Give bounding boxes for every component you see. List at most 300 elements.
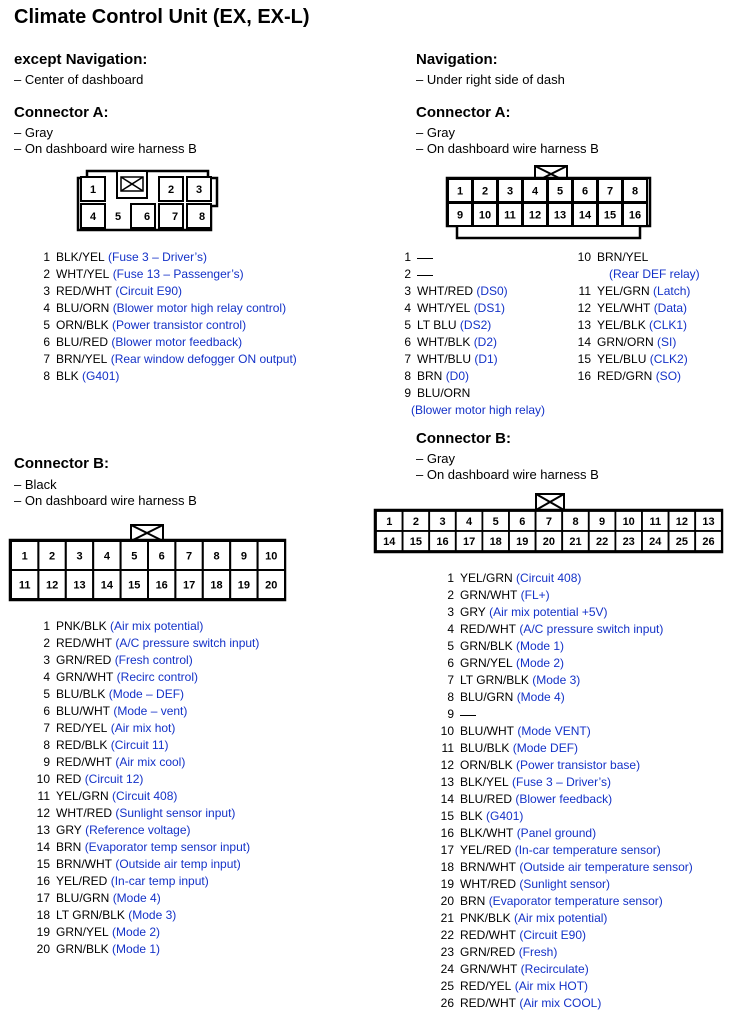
pin-label: 15 — [128, 579, 141, 592]
pin-label: 3 — [439, 516, 446, 528]
pin-entry — [438, 689, 693, 706]
pin-label: 8 — [213, 550, 220, 563]
pin-entry — [30, 351, 297, 368]
connector-b-location-right: – On dashboard wire harness B — [416, 467, 599, 482]
pin-label: 2 — [412, 516, 419, 528]
pin-number: 7 — [43, 721, 50, 735]
connector-a-pin-list-left — [30, 249, 297, 385]
pin-entry — [30, 669, 259, 686]
pin-number: 20 — [440, 894, 454, 908]
pin-entry — [573, 317, 700, 334]
pin-number: 8 — [447, 690, 454, 704]
pin-entry — [438, 570, 693, 587]
unused-pin-dash — [460, 715, 476, 716]
pin-function: (Blower feedback) — [515, 792, 613, 806]
wire-color: BRN — [56, 840, 82, 854]
pin-number: 16 — [36, 874, 50, 888]
pin-entry — [30, 368, 297, 385]
pin-number: 5 — [404, 318, 411, 332]
connector-b-diagram-left — [8, 522, 288, 602]
pin-number: 9 — [43, 755, 50, 769]
connector-b-diagram-right — [372, 492, 726, 554]
pin-number: 24 — [440, 962, 454, 976]
pin-label: 5 — [492, 516, 499, 528]
pin-label: 7 — [186, 550, 193, 563]
pin-label: 4 — [531, 185, 539, 198]
wire-color: BLU/BLK — [460, 741, 510, 755]
pin-label: 24 — [649, 536, 662, 548]
pin-label: 3 — [195, 184, 203, 196]
pin-number: 17 — [440, 843, 454, 857]
pin-number: 10 — [577, 250, 591, 264]
connector-b-heading-right: Connector B: — [416, 430, 511, 447]
pin-function: (Mode 4) — [112, 891, 161, 905]
pin-number: 11 — [578, 284, 591, 298]
wire-color: GRN/YEL — [56, 925, 109, 939]
pin-entry — [438, 774, 693, 791]
wire-color: YEL/WHT — [597, 301, 651, 315]
wire-color: RED/WHT — [460, 928, 516, 942]
pin-number: 10 — [440, 724, 454, 738]
wire-color: BLU/RED — [56, 335, 109, 349]
pin-label: 10 — [622, 516, 635, 528]
pin-number: 7 — [447, 673, 454, 687]
pin-number: 4 — [43, 301, 50, 315]
connector-b-location-left: – On dashboard wire harness B — [14, 493, 197, 508]
pin-entry — [30, 703, 259, 720]
pin-function: (Mode VENT) — [517, 724, 591, 738]
wire-color: RED/WHT — [56, 755, 112, 769]
pin-entry — [438, 791, 693, 808]
pin-entry — [573, 334, 700, 351]
wire-color: GRN/BLK — [56, 942, 109, 956]
pin-function: (Reference voltage) — [85, 823, 191, 837]
pin-entry — [438, 927, 693, 944]
wire-color: YEL/RED — [56, 874, 108, 888]
wire-color: LT GRN/BLK — [56, 908, 125, 922]
wire-color: WHT/BLK — [417, 335, 471, 349]
pin-function: (CLK2) — [649, 352, 688, 366]
wire-color: BLU/RED — [460, 792, 513, 806]
pin-function: (D1) — [474, 352, 498, 366]
wire-color: BRN/WHT — [460, 860, 516, 874]
wire-color: BRN — [460, 894, 486, 908]
pin-number: 1 — [43, 619, 50, 633]
pin-entry — [398, 317, 545, 334]
pin-function: (Circuit 12) — [84, 772, 144, 786]
wire-color: RED/BLK — [56, 738, 108, 752]
pin-number: 4 — [43, 670, 50, 684]
wire-color: GRN/RED — [460, 945, 516, 959]
variant-heading-left: except Navigation: — [14, 51, 148, 68]
wire-color: BLK/YEL — [460, 775, 509, 789]
pin-function: (Recirculate) — [520, 962, 589, 976]
wire-color: BLU/WHT — [460, 724, 514, 738]
pin-number: 18 — [440, 860, 454, 874]
pin-label: 8 — [572, 516, 579, 528]
wire-color: BRN/YEL — [597, 250, 649, 264]
connector-a-heading-right: Connector A: — [416, 104, 511, 121]
pin-entry — [438, 808, 693, 825]
wire-color: GRN/WHT — [56, 670, 114, 684]
pin-label: 6 — [519, 516, 526, 528]
pin-number: 20 — [36, 942, 50, 956]
pin-number: 12 — [440, 758, 454, 772]
wire-color: YEL/BLU — [597, 352, 647, 366]
pin-number: 8 — [404, 369, 411, 383]
pin-label: 7 — [606, 185, 614, 198]
variant-location-left: – Center of dashboard — [14, 72, 144, 87]
pin-label: 16 — [155, 579, 168, 592]
pin-function: (Sunlight sensor input) — [115, 806, 236, 820]
pin-label: 18 — [489, 536, 502, 548]
pin-entry — [398, 283, 545, 300]
pin-number: 14 — [577, 335, 591, 349]
pin-label: 22 — [595, 536, 609, 548]
pin-number: 17 — [36, 891, 50, 905]
pin-entry — [30, 754, 259, 771]
pin-entry — [30, 822, 259, 839]
pin-entry — [30, 873, 259, 890]
wire-color: GRY — [56, 823, 82, 837]
pin-number: 2 — [43, 636, 50, 650]
wire-color: GRN/WHT — [460, 962, 518, 976]
variant-heading-right: Navigation: — [416, 51, 498, 68]
connector-a-location-right: – On dashboard wire harness B — [416, 141, 599, 156]
pin-label: 12 — [675, 516, 689, 528]
pin-entry — [438, 859, 693, 876]
wire-color: WHT/BLU — [417, 352, 471, 366]
wire-color: BLU/GRN — [460, 690, 514, 704]
pin-number: 19 — [440, 877, 454, 891]
pin-function: (D2) — [473, 335, 498, 349]
pin-label: 19 — [237, 579, 251, 592]
pin-label: 4 — [103, 550, 110, 563]
wire-color: RED/WHT — [56, 636, 112, 650]
pin-entry — [398, 351, 545, 368]
pin-function: (Blower motor high relay control) — [112, 301, 287, 315]
pin-number: 26 — [440, 996, 454, 1010]
connector-b-color-right: – Gray — [416, 451, 456, 466]
pin-function: (In-car temperature sensor) — [514, 843, 661, 857]
connector-b-pin-list-left — [30, 618, 259, 958]
pin-label: 9 — [599, 516, 606, 528]
wire-color: GRN/RED — [56, 653, 112, 667]
pin-function: (Fuse 13 – Passenger’s) — [112, 267, 244, 281]
pin-function: (Mode 2) — [516, 656, 565, 670]
pin-label: 9 — [240, 550, 247, 563]
pin-entry — [438, 587, 693, 604]
pin-entry — [30, 334, 297, 351]
pin-number: 13 — [440, 775, 454, 789]
pin-function: (Air mix COOL) — [519, 996, 602, 1010]
pin-label: 3 — [506, 185, 514, 198]
pin-entry — [573, 351, 700, 368]
pin-entry — [573, 283, 700, 300]
pin-label: 8 — [631, 185, 639, 198]
pin-number: 7 — [43, 352, 50, 366]
wire-color: RED — [56, 772, 82, 786]
pin-entry — [438, 825, 693, 842]
pin-label: 6 — [581, 185, 589, 198]
connector-a-color-right: – Gray — [416, 125, 456, 140]
pin-entry — [438, 757, 693, 774]
wire-color: YEL/GRN — [56, 789, 109, 803]
pin-label: 2 — [167, 184, 175, 196]
pin-label: 15 — [603, 209, 617, 222]
pin-function: (Power transistor control) — [112, 318, 247, 332]
pin-function: (Circuit E90) — [519, 928, 587, 942]
pin-label: 5 — [556, 185, 564, 198]
wire-color: WHT/RED — [56, 806, 112, 820]
pin-label: 13 — [702, 516, 715, 528]
pin-function: (Air mix potential) — [110, 619, 204, 633]
pin-label: 12 — [528, 209, 542, 222]
pin-label: 7 — [545, 516, 552, 528]
pin-number: 11 — [441, 741, 454, 755]
pin-entry — [30, 249, 297, 266]
pin-function: (FL+) — [520, 588, 550, 602]
pin-number: 23 — [440, 945, 454, 959]
pin-function: (Evaporator temp sensor input) — [84, 840, 251, 854]
pin-label: 16 — [628, 209, 642, 222]
pin-entry — [30, 771, 259, 788]
pin-number: 2 — [404, 267, 411, 281]
pin-entry — [30, 805, 259, 822]
pin-entry — [438, 978, 693, 995]
pin-function: (Evaporator temperature sensor) — [488, 894, 663, 908]
wire-color: GRN/YEL — [460, 656, 513, 670]
pin-function: (Data) — [653, 301, 688, 315]
pin-entry — [398, 266, 545, 283]
wire-color: WHT/YEL — [417, 301, 471, 315]
pin-function: (Circuit 11) — [110, 738, 169, 752]
pin-function: (Mode – DEF) — [108, 687, 185, 701]
pin-label: 13 — [73, 579, 86, 592]
pin-entry — [30, 283, 297, 300]
wire-color: RED/YEL — [460, 979, 512, 993]
pin-label: 25 — [675, 536, 689, 548]
wire-color: GRN/BLK — [460, 639, 513, 653]
pin-function: (G401) — [82, 369, 120, 383]
wire-color: PNK/BLK — [56, 619, 107, 633]
pin-label: 23 — [622, 536, 635, 548]
pin-entry — [30, 907, 259, 924]
pin-number: 3 — [43, 653, 50, 667]
pin-label: 6 — [158, 550, 165, 563]
pin-number: 15 — [577, 352, 591, 366]
pin-function: (Fuse 3 – Driver’s) — [512, 775, 611, 789]
pin-entry — [30, 890, 259, 907]
connector-a-diagram-left — [75, 168, 220, 234]
pin-function: (Air mix cool) — [115, 755, 186, 769]
wire-color: WHT/RED — [417, 284, 473, 298]
pin-label: 11 — [504, 209, 516, 222]
pin-label: 11 — [18, 579, 31, 592]
wire-color: LT GRN/BLK — [460, 673, 529, 687]
pin-number: 19 — [36, 925, 50, 939]
wire-color: BRN — [417, 369, 443, 383]
pin-function: (Rear DEF relay) — [609, 267, 700, 281]
pin-number: 13 — [577, 318, 591, 332]
pin-number: 21 — [440, 911, 454, 925]
pin-label: 4 — [89, 211, 97, 223]
pin-number: 10 — [36, 772, 50, 786]
pin-label: 1 — [89, 184, 97, 196]
connector-a-diagram-right — [444, 164, 656, 242]
pin-function: (Mode 1) — [112, 942, 161, 956]
wire-color: BLU/WHT — [56, 704, 110, 718]
pin-function: (Fuse 3 – Driver’s) — [108, 250, 207, 264]
pin-number: 15 — [36, 857, 50, 871]
connector-a-pin-list-right-col2 — [573, 249, 700, 385]
pin-label: 9 — [456, 209, 464, 222]
pin-label: 2 — [481, 185, 489, 198]
pin-label: 5 — [114, 211, 122, 223]
connector-b-pin-list-right — [438, 570, 693, 1012]
wire-color: BRN/YEL — [56, 352, 108, 366]
wire-color: BLK/WHT — [460, 826, 514, 840]
wire-color: WHT/RED — [460, 877, 516, 891]
connector-a-pin-list-right-col1 — [398, 249, 545, 419]
pin-entry — [30, 839, 259, 856]
pin-function: (In-car temp input) — [110, 874, 209, 888]
pin-function: (Air mix hot) — [110, 721, 176, 735]
pin-function: (Recirc control) — [116, 670, 199, 684]
pin-entry — [573, 249, 700, 283]
pin-entry — [30, 686, 259, 703]
pin-number: 22 — [440, 928, 454, 942]
pin-entry — [438, 910, 693, 927]
pin-number: 7 — [404, 352, 411, 366]
wire-color: BLU/BLK — [56, 687, 106, 701]
pin-label: 10 — [265, 550, 278, 563]
pin-entry — [438, 893, 693, 910]
pin-function: (Circuit 408) — [516, 571, 582, 585]
pin-number: 3 — [447, 605, 454, 619]
wire-color: BLK/YEL — [56, 250, 105, 264]
pin-label: 1 — [456, 185, 464, 198]
pin-entry — [438, 944, 693, 961]
pin-function: (Power transistor base) — [516, 758, 641, 772]
pin-label: 2 — [49, 550, 56, 563]
pin-function: (Air mix potential +5V) — [489, 605, 608, 619]
pin-entry — [30, 924, 259, 941]
pin-number: 16 — [577, 369, 591, 383]
pin-entry — [398, 368, 545, 385]
pin-number: 6 — [447, 656, 454, 670]
pin-entry — [438, 876, 693, 893]
pin-entry — [30, 317, 297, 334]
wire-color: BLU/ORN — [56, 301, 110, 315]
pin-label: 16 — [436, 536, 449, 548]
wire-color: RED/GRN — [597, 369, 653, 383]
pin-function: (Mode 2) — [112, 925, 161, 939]
wire-color: RED/YEL — [56, 721, 108, 735]
pin-label: 20 — [265, 579, 278, 592]
pin-entry — [398, 249, 545, 266]
pin-function: (Fresh control) — [114, 653, 193, 667]
pin-entry — [573, 368, 700, 385]
pin-number: 1 — [404, 250, 411, 264]
wire-color: YEL/BLK — [597, 318, 646, 332]
pin-number: 3 — [404, 284, 411, 298]
pin-entry — [30, 618, 259, 635]
wire-color: LT BLU — [417, 318, 457, 332]
pin-label: 12 — [45, 579, 59, 592]
pin-function: (Mode 3) — [128, 908, 177, 922]
pin-function: (D0) — [445, 369, 470, 383]
pin-function: (Rear window defogger ON output) — [110, 352, 297, 366]
pin-entry — [438, 842, 693, 859]
wire-color: GRY — [460, 605, 486, 619]
pin-label: 1 — [386, 516, 393, 528]
pin-label: 6 — [143, 211, 151, 223]
pin-label: 10 — [478, 209, 492, 222]
wire-color: RED/WHT — [460, 622, 516, 636]
pin-function: (Mode 3) — [532, 673, 581, 687]
wire-color: WHT/YEL — [56, 267, 110, 281]
pin-number: 9 — [447, 707, 454, 721]
pin-number: 8 — [43, 738, 50, 752]
pin-function: (G401) — [486, 809, 524, 823]
pin-label: 19 — [516, 536, 529, 548]
connector-a-location-left: – On dashboard wire harness B — [14, 141, 197, 156]
pin-number: 6 — [43, 335, 50, 349]
pin-function: (Latch) — [653, 284, 691, 298]
pin-label: 3 — [76, 550, 83, 563]
pin-function: (SI) — [657, 335, 677, 349]
pin-number: 2 — [43, 267, 50, 281]
pin-entry — [573, 300, 700, 317]
pin-label: 14 — [578, 209, 592, 222]
pin-entry — [30, 300, 297, 317]
connector-a-heading-left: Connector A: — [14, 104, 109, 121]
pin-number: 4 — [447, 622, 454, 636]
wire-color: ORN/BLK — [460, 758, 513, 772]
pin-function: (SO) — [655, 369, 682, 383]
pin-number: 5 — [447, 639, 454, 653]
wire-color: GRN/WHT — [460, 588, 518, 602]
pin-label: 11 — [649, 516, 662, 528]
pin-function: (A/C pressure switch input) — [115, 636, 260, 650]
pin-label: 4 — [466, 516, 473, 528]
pin-number: 4 — [404, 301, 411, 315]
pin-entry — [30, 266, 297, 283]
wire-color: YEL/GRN — [597, 284, 650, 298]
pin-label: 7 — [171, 211, 179, 223]
pin-number: 1 — [447, 571, 454, 585]
pin-number: 15 — [440, 809, 454, 823]
pin-number: 14 — [36, 840, 50, 854]
connector-b-color-left: – Black — [14, 477, 57, 492]
pin-label: 26 — [702, 536, 715, 548]
pin-number: 9 — [404, 386, 411, 400]
pin-label: 13 — [553, 209, 567, 222]
pin-label: 5 — [131, 550, 138, 563]
pin-label: 8 — [198, 211, 206, 223]
pin-number: 12 — [36, 806, 50, 820]
pin-entry — [438, 706, 693, 723]
connector-a-color-left: – Gray — [14, 125, 54, 140]
wire-color: PNK/BLK — [460, 911, 511, 925]
pin-entry — [438, 740, 693, 757]
pin-label: 20 — [542, 536, 556, 548]
pin-function: (Outside air temperature sensor) — [519, 860, 693, 874]
pin-function: (Blower motor feedback) — [111, 335, 243, 349]
pin-function: (Blower motor high relay) — [411, 403, 546, 417]
pin-function: (Air mix potential) — [514, 911, 608, 925]
